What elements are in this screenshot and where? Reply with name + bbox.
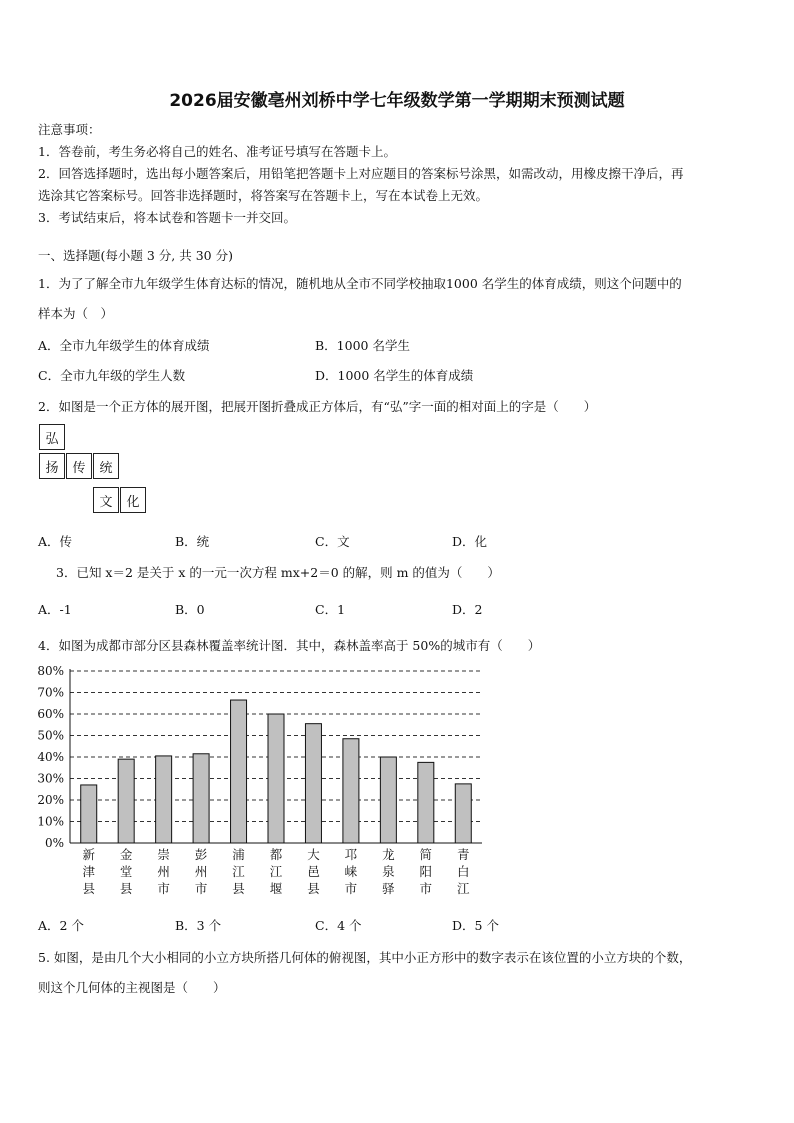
q1-option-b: B．1000 名学生	[315, 338, 410, 353]
y-tick-label: 20%	[37, 793, 64, 807]
y-tick-label: 60%	[37, 707, 64, 721]
q1-option-d: D．1000 名学生的体育成绩	[315, 368, 474, 383]
bar	[380, 757, 396, 843]
q3-option-d: D．2	[452, 602, 483, 617]
x-tick-label: 彭州市	[194, 847, 208, 896]
bar	[305, 724, 321, 843]
bar	[156, 756, 172, 843]
q2-option-d: D．化	[452, 534, 488, 549]
x-tick-label: 都江堰	[269, 847, 283, 896]
notice-item: 3．考试结束后，将本试卷和答题卡一并交回。	[38, 210, 296, 225]
q4-option-c: C．4 个	[315, 918, 362, 933]
q3-option-a: A．-1	[38, 602, 72, 617]
q4-option-d: D．5 个	[452, 918, 499, 933]
y-tick-label: 80%	[37, 664, 64, 678]
net-cell: 传	[66, 453, 92, 479]
q3-option-b: B．0	[175, 602, 205, 617]
y-tick-label: 10%	[37, 814, 64, 829]
x-tick-label: 浦江县	[232, 847, 245, 896]
net-cell: 扬	[39, 453, 65, 479]
q2-option-b: B．统	[175, 534, 210, 549]
q4-option-a: A．2 个	[38, 918, 84, 933]
notice-item: 选涂其它答案标号。回答非选择题时，将答案写在答题卡上，写在本试卷上无效。	[38, 188, 489, 203]
bar	[81, 785, 97, 843]
y-tick-label: 70%	[37, 685, 64, 700]
x-tick-label: 龙泉驿	[382, 847, 395, 896]
x-tick-label: 青白江	[457, 847, 470, 896]
net-cell: 统	[93, 453, 119, 479]
bar	[268, 714, 284, 843]
bar	[231, 700, 247, 843]
x-tick-label: 简阳市	[419, 847, 433, 896]
notice-heading: 注意事项：	[38, 122, 101, 137]
y-tick-label: 0%	[44, 836, 64, 850]
x-tick-label: 邛崃市	[344, 847, 358, 896]
q1-option-c: C．全市九年级的学生人数	[38, 368, 186, 383]
x-tick-label: 崇州市	[157, 847, 170, 896]
x-tick-label: 新津县	[82, 847, 95, 896]
net-cell: 弘	[39, 424, 65, 450]
page-title: 2026届安徽亳州刘桥中学七年级数学第一学期期末预测试题	[169, 91, 625, 111]
q2-option-c: C．文	[315, 534, 350, 549]
section-heading: 一、选择题(每小题 3 分, 共 30 分)	[38, 248, 233, 263]
bar	[193, 754, 209, 843]
q5-stem-line2: 则这个几何体的主视图是（ ）	[38, 980, 226, 995]
q4-option-b: B．3 个	[175, 918, 222, 933]
net-cell: 化	[120, 487, 146, 513]
y-tick-label: 50%	[37, 728, 64, 743]
bar	[343, 739, 359, 843]
bar	[418, 762, 434, 843]
notice-item: 1．答卷前，考生务必将自己的姓名、准考证号填写在答题卡上。	[38, 144, 396, 159]
net-cell: 文	[93, 487, 119, 513]
q1-option-a: A．全市九年级学生的体育成绩	[38, 338, 210, 353]
bar	[118, 759, 134, 843]
y-tick-label: 40%	[37, 750, 64, 764]
bar	[455, 784, 471, 843]
q2-stem: 2．如图是一个正方体的展开图，把展开图折叠成正方体后，有“弘”字一面的相对面上的字是（ ）	[38, 399, 597, 414]
q1-stem-line1: 1．为了了解全市九年级学生体育达标的情况，随机地从全市不同学校抽取1000 名学生的体育成绩，则这个问题中的	[38, 276, 682, 291]
notice-item: 2．回答选择题时，选出每小题答案后，用铅笔把答题卡上对应题目的答案标号涂黑，如需改动，用橡皮擦干净后，再	[38, 166, 684, 181]
q5-stem-line1: 5. 如图，是由几个大小相同的小立方块所搭几何体的俯视图，其中小正方形中的数字表示在该位置的小立方块的个数，	[38, 950, 692, 965]
q3-stem: 3．已知 x＝2 是关于 x 的一元一次方程 mx+2＝0 的解，则 m 的值为（ ）	[56, 565, 500, 580]
q2-option-a: A．传	[38, 534, 73, 549]
y-tick-label: 30%	[37, 771, 64, 786]
q3-option-c: C．1	[315, 602, 346, 617]
q1-stem-line2: 样本为（ ）	[38, 306, 114, 321]
forest-coverage-bar-chart	[30, 660, 500, 900]
x-tick-label: 大邑县	[307, 847, 320, 896]
x-tick-label: 金堂县	[119, 847, 133, 896]
q4-stem: 4．如图为成都市部分区县森林覆盖率统计图．其中，森林盖率高于 50%的城市有（ ）	[38, 638, 541, 653]
